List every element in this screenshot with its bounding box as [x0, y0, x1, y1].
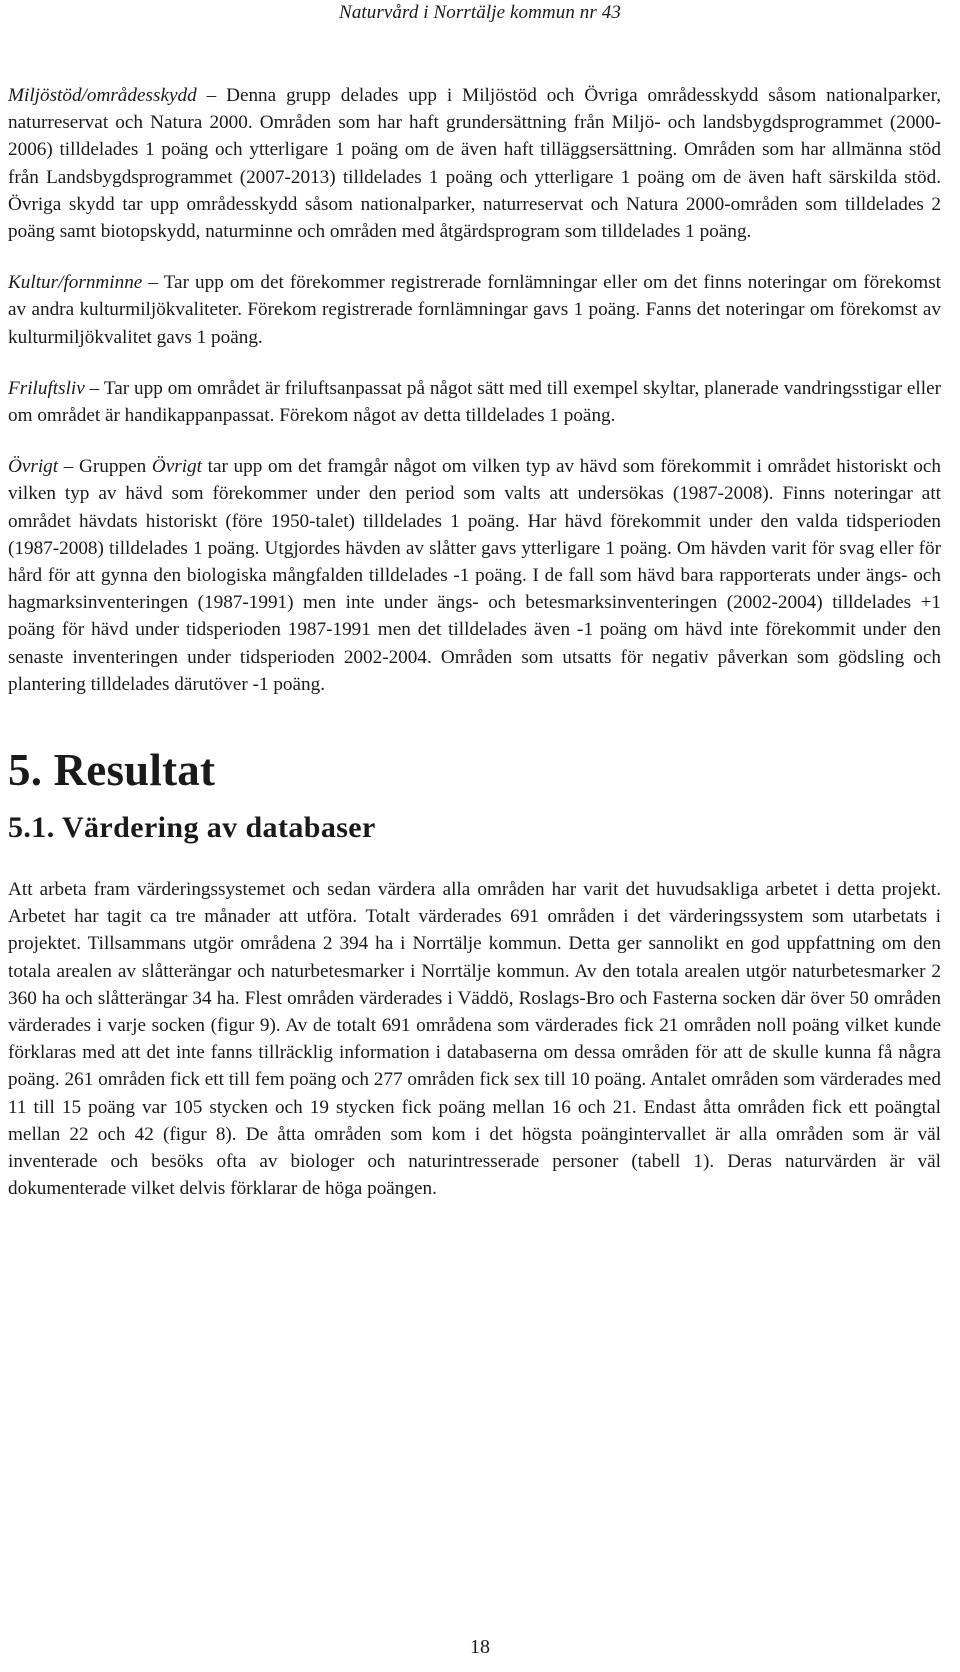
- paragraph-text: tar upp om det framgår något om vilken typ av hävd som förekommit i området historiskt och vilken typ av hävd som förekommer under den period som valts att undersökas (1987-2008). Finns noteringar att området hävdats historiskt (före 1950-talet) tilldelades 1 poäng. Har hävd förekommit under den valda tidsperioden (1987-2008) tilldelades 1 poäng. Utgjordes hävden av slåtter gavs ytterligare 1 poäng. Om hävden varit för svag eller för hård för att gynna den biologiska mångfalden tilldelades -1 poäng. I de fall som hävd bara rapporterats under ängs- och hagmarksinventeringen (1987-1991) men inte under ängs- och betesmarksinventeringen (2002-2004) tilldelades +1 poäng för hävd under tidsperioden 1987-1991 men det tilldelades även -1 poäng om hävd inte förekommit under den senaste inventeringen under tidsperioden 2002-2004. Områden som utsatts för negativ påverkan som gödsling och plantering tilldelades därutöver -1 poäng.: [8, 456, 941, 695]
- term-label: Miljöstöd/områdesskydd: [8, 85, 197, 106]
- results-paragraph: Att arbeta fram värderingssystemet och sedan värdera alla områden har varit det huvudsakliga arbetet i detta projekt. Arbetet har tagit ca tre månader att utföra. Totalt värderades 691 områden i det värderingssystem som utarbetats i projektet. Tillsammans utgör områdena 2 394 ha i Norrtälje kommun. Detta ger sannolikt en god uppfattning om den totala arealen av slåtterängar och naturbetesmarker i Norrtälje kommun. Av den totala arealen utgör naturbetesmarker 2 360 ha och slåtterängar 34 ha. Flest områden värderades i Väddö, Roslags-Bro och Fasterna socken där över 50 områden värderades i varje socken (figur 9). Av de totalt 691 områdena som värderades fick 21 områden noll poäng vilket kunde förklaras med att det inte fanns tillräcklig information i databaserna om dessa områden för att de skulle kunna få några poäng. 261 områden fick ett till fem poäng och 277 områden fick sex till 10 poäng. Antalet områden som värderades med 11 till 15 poäng var 105 stycken och 19 stycken fick poäng mellan 16 och 21. Endast åtta områden fick ett poängtal mellan 22 och 42 (figur 8). De åtta områden som kom i det högsta poängintervallet är alla områden som är väl inventerade och besöks ofta av biologer och naturintresserade personer (tabell 1). Deras naturvärden är väl dokumenterade vilket delvis förklarar de höga poängen.: [8, 879, 941, 1200]
- page-content: [8, 82, 941, 1203]
- page-number: 18: [470, 1636, 490, 1658]
- paragraph-text-lead: Gruppen: [79, 456, 152, 478]
- paragraph-text: Denna grupp delades upp i Miljöstöd och Övriga områdesskydd såsom nationalparker, naturreservat och Natura 2000. Områden som har haft grundersättning från Miljö- och landsbygdsprogrammet (2000-2006) tilldelades 1 poäng och ytterligare 1 poäng om de även haft tilläggsersättning. Områden som har allmänna stöd från Landsbygdsprogrammet (2007-2013) tilldelades 1 poäng och ytterligare 1 poäng om de även haft särskilda stöd. Övriga skydd tar upp områdesskydd såsom nationalparker, naturreservat och Natura 2000-områden som tilldelades 2 poäng samt biotopskydd, naturminne och områden med åtgärdsprogram som tilldelades 1 poäng.: [8, 85, 941, 243]
- paragraph-miljostod: [8, 82, 941, 245]
- paragraph-kultur: [8, 269, 941, 351]
- subsection-heading: 5.1. Värdering av databaser: [8, 811, 376, 845]
- term-label: Friluftsliv: [8, 377, 85, 399]
- running-header: Naturvård i Norrtälje kommun nr 43: [339, 2, 621, 23]
- term-dash: –: [196, 85, 227, 106]
- term-dash: –: [58, 456, 80, 478]
- section-heading: 5. Resultat: [8, 745, 216, 796]
- term-inline: Övrigt: [151, 456, 202, 478]
- paragraph-text: Tar upp om området är friluftsanpassat på något sätt med till exempel skyltar, planerade vandringsstigar eller om området är handikappanpassat. Förekom något av detta tilldelades 1 poäng.: [8, 377, 941, 427]
- term-dash: –: [142, 272, 164, 294]
- paragraph-ovrigt: [8, 453, 941, 698]
- paragraph-text: Tar upp om det förekommer registrerade fornlämningar eller om det finns noteringar om förekomst av andra kulturmiljökvaliteter. Förekom registrerade fornlämningar gavs 1 poäng. Fanns det noteringar om förekomst av kulturmiljökvalitet gavs 1 poäng.: [8, 272, 941, 348]
- term-label: Kultur/fornminne: [8, 272, 143, 294]
- paragraph-friluftsliv: [8, 375, 941, 429]
- term-dash: –: [84, 377, 104, 399]
- term-label: Övrigt: [8, 456, 59, 478]
